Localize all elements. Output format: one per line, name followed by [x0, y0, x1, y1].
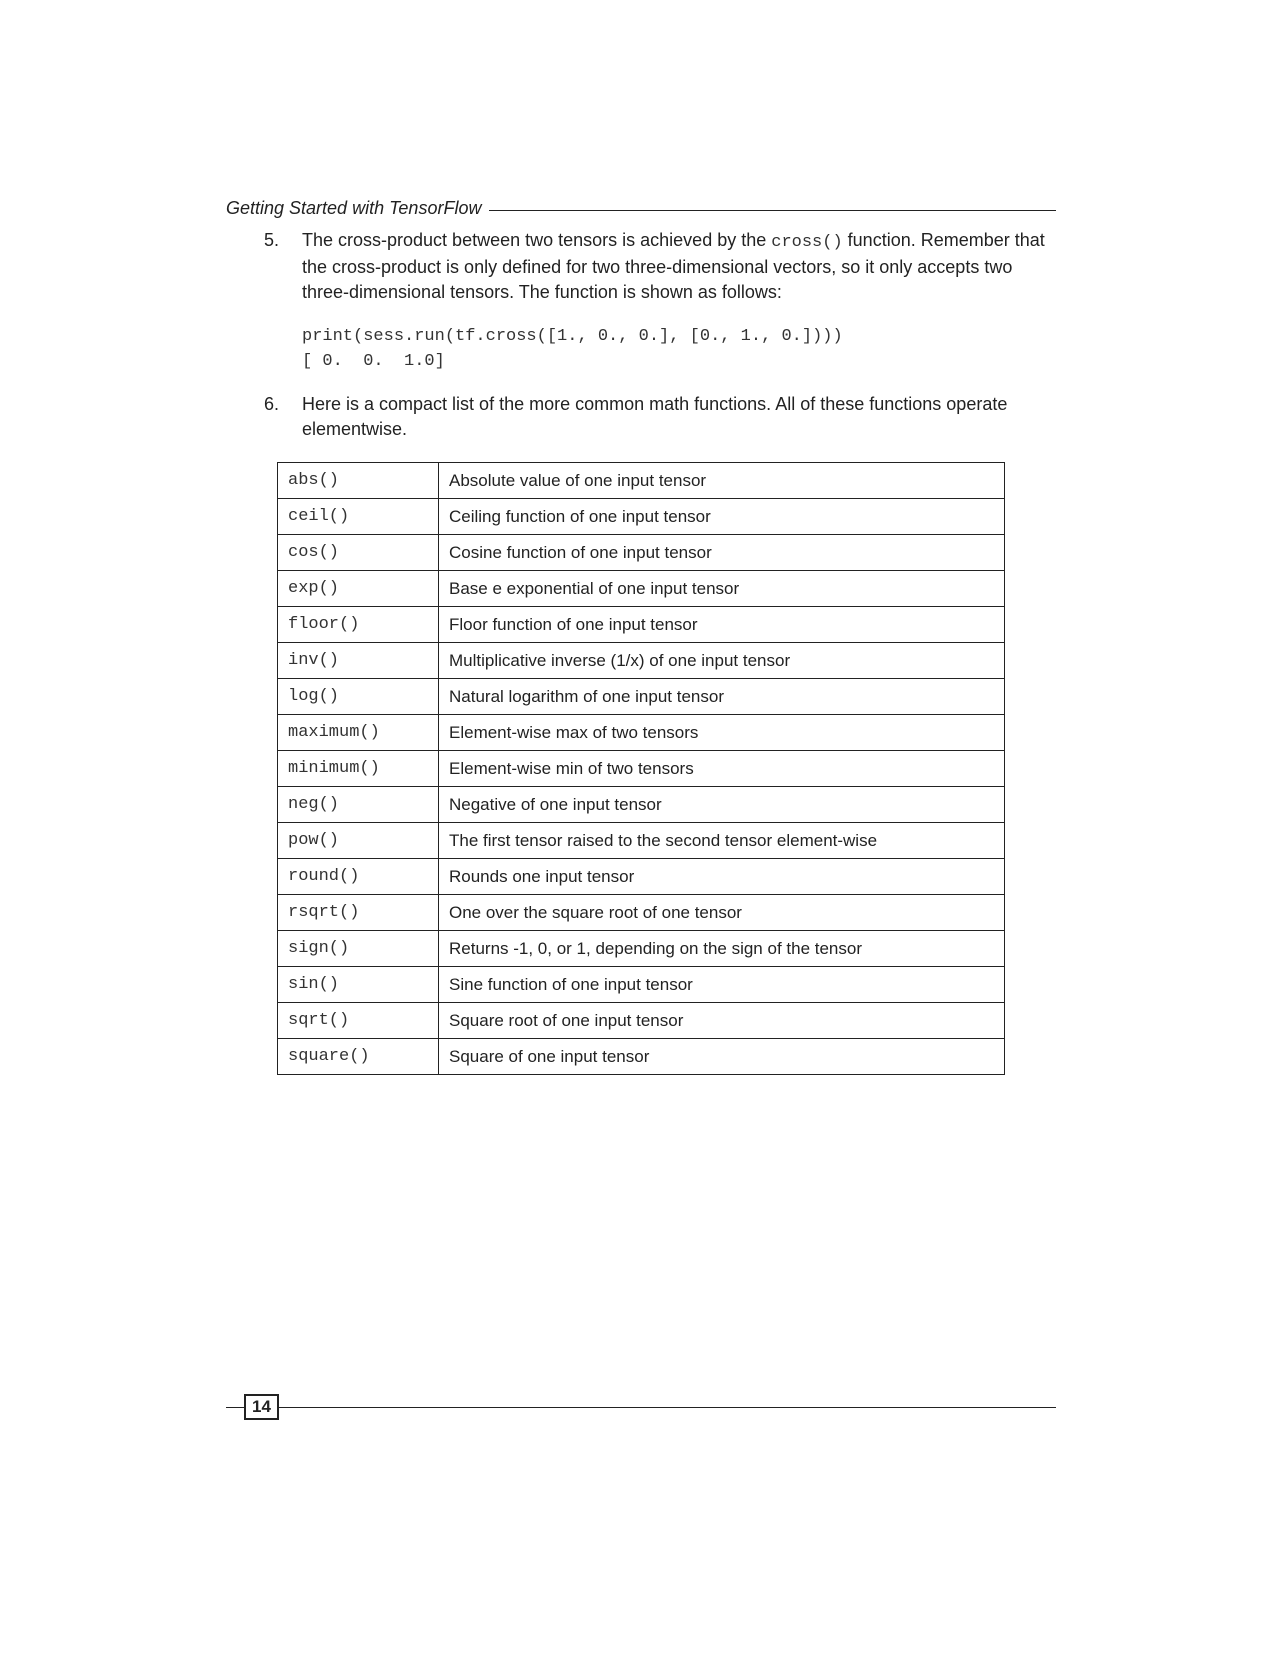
math-functions-table [277, 462, 1005, 1075]
table-row [278, 895, 1005, 931]
table-row [278, 859, 1005, 895]
function-description: Floor function of one input tensor [439, 607, 1005, 643]
table-row [278, 643, 1005, 679]
list-item-5 [264, 228, 1054, 305]
function-description: Sine function of one input tensor [439, 967, 1005, 1003]
function-name: round() [278, 859, 439, 895]
function-description: Element-wise max of two tensors [439, 715, 1005, 751]
table-row [278, 715, 1005, 751]
function-name: abs() [278, 463, 439, 499]
function-description: Element-wise min of two tensors [439, 751, 1005, 787]
running-header [226, 198, 1056, 219]
function-name: ceil() [278, 499, 439, 535]
table-row [278, 1039, 1005, 1075]
table-row [278, 463, 1005, 499]
inline-code: cross() [771, 233, 843, 252]
item-text: Here is a compact list of the more common math functions. All of these functions operate elementwise. [302, 394, 1008, 439]
table-row [278, 535, 1005, 571]
table-row [278, 823, 1005, 859]
function-name: sqrt() [278, 1003, 439, 1039]
table-row [278, 679, 1005, 715]
function-name: square() [278, 1039, 439, 1075]
function-name: exp() [278, 571, 439, 607]
function-name: pow() [278, 823, 439, 859]
function-name: floor() [278, 607, 439, 643]
function-name: maximum() [278, 715, 439, 751]
function-description: Absolute value of one input tensor [439, 463, 1005, 499]
list-item-6 [264, 392, 1054, 442]
function-name: cos() [278, 535, 439, 571]
item-text-cont: function. Remember that the cross-product is only defined for two three-dimensional vectors, so it only accepts two three-dimensional tensors. The function is shown as follows: [302, 230, 1045, 302]
function-name: minimum() [278, 751, 439, 787]
function-description: The first tensor raised to the second tensor element-wise [439, 823, 1005, 859]
code-line-2: [ 0. 0. 1.0] [302, 352, 445, 371]
function-description: One over the square root of one tensor [439, 895, 1005, 931]
function-description: Returns -1, 0, or 1, depending on the sign of the tensor [439, 931, 1005, 967]
function-description: Natural logarithm of one input tensor [439, 679, 1005, 715]
item-number: 6. [264, 394, 280, 414]
code-line-1: print(sess.run(tf.cross([1., 0., 0.], [0., 1., 0.]))) [302, 327, 843, 346]
function-description: Ceiling function of one input tensor [439, 499, 1005, 535]
table-row [278, 931, 1005, 967]
table-row [278, 751, 1005, 787]
table-row [278, 607, 1005, 643]
function-name: log() [278, 679, 439, 715]
footer-rule [279, 1407, 1056, 1408]
function-name: inv() [278, 643, 439, 679]
function-description: Cosine function of one input tensor [439, 535, 1005, 571]
table-row [278, 571, 1005, 607]
function-name: sin() [278, 967, 439, 1003]
function-name: rsqrt() [278, 895, 439, 931]
page-number: 14 [244, 1394, 279, 1420]
table-row [278, 967, 1005, 1003]
function-description: Square of one input tensor [439, 1039, 1005, 1075]
header-rule [489, 210, 1056, 211]
page-footer [226, 1394, 1056, 1420]
table-row [278, 499, 1005, 535]
item-text: The cross-product between two tensors is achieved by the [302, 230, 772, 250]
table-row [278, 1003, 1005, 1039]
chapter-title: Getting Started with TensorFlow [226, 198, 482, 218]
function-description: Rounds one input tensor [439, 859, 1005, 895]
function-description: Square root of one input tensor [439, 1003, 1005, 1039]
function-description: Multiplicative inverse (1/x) of one input tensor [439, 643, 1005, 679]
footer-rule-left [226, 1407, 244, 1408]
table-row [278, 787, 1005, 823]
function-description: Base e exponential of one input tensor [439, 571, 1005, 607]
function-description: Negative of one input tensor [439, 787, 1005, 823]
item-number: 5. [264, 230, 280, 250]
function-name: neg() [278, 787, 439, 823]
function-name: sign() [278, 931, 439, 967]
